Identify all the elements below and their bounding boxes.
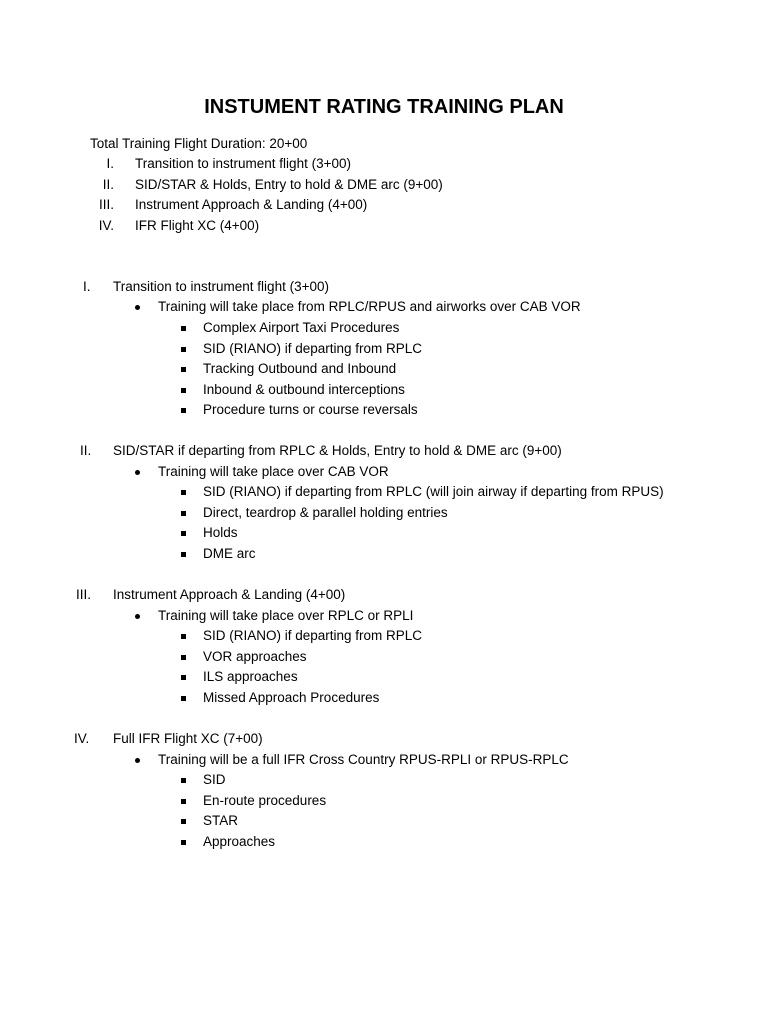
section-num: II. bbox=[80, 443, 92, 458]
section-heading: SID/STAR if departing from RPLC & Holds, Entry to hold & DME arc (9+00) bbox=[113, 443, 562, 458]
square-bullet-icon bbox=[181, 840, 186, 845]
document-title: INSTUMENT RATING TRAINING PLAN bbox=[204, 96, 564, 118]
square-bullet-icon bbox=[181, 696, 186, 701]
square-bullet-icon bbox=[181, 408, 186, 413]
section-heading: Instrument Approach & Landing (4+00) bbox=[113, 587, 346, 602]
square-bullet-icon bbox=[181, 388, 186, 393]
list-item: Missed Approach Procedures bbox=[203, 690, 380, 705]
list-item: Direct, teardrop & parallel holding entries bbox=[203, 505, 448, 520]
list-item: En-route procedures bbox=[203, 793, 327, 808]
square-bullet-icon bbox=[181, 634, 186, 639]
section-num: I. bbox=[83, 279, 91, 294]
list-item: ILS approaches bbox=[203, 669, 298, 684]
section-bullet: Training will take place from RPLC/RPUS and airworks over CAB VOR bbox=[158, 299, 581, 314]
list-item: Holds bbox=[203, 525, 238, 540]
list-item: Complex Airport Taxi Procedures bbox=[203, 320, 400, 335]
summary-num: II. bbox=[102, 177, 114, 192]
summary-item: SID/STAR & Holds, Entry to hold & DME arc (9+00) bbox=[135, 177, 443, 192]
bullet-dot-icon bbox=[135, 758, 140, 763]
square-bullet-icon bbox=[181, 367, 186, 372]
list-item: STAR bbox=[203, 813, 239, 828]
section-num: III. bbox=[76, 587, 92, 602]
section-heading: Transition to instrument flight (3+00) bbox=[113, 279, 329, 294]
section-num: IV. bbox=[74, 731, 90, 746]
square-bullet-icon bbox=[181, 347, 186, 352]
section-heading: Full IFR Flight XC (7+00) bbox=[113, 731, 263, 746]
section-bullet: Training will be a full IFR Cross Country RPUS-RPLI or RPUS-RPLC bbox=[158, 752, 569, 767]
square-bullet-icon bbox=[181, 326, 186, 331]
list-item: Inbound & outbound interceptions bbox=[203, 382, 405, 397]
summary-item: Instrument Approach & Landing (4+00) bbox=[135, 197, 368, 212]
bullet-dot-icon bbox=[135, 305, 140, 310]
total-duration: Total Training Flight Duration: 20+00 bbox=[90, 136, 308, 151]
summary-num: I. bbox=[106, 156, 114, 171]
square-bullet-icon bbox=[181, 552, 186, 557]
square-bullet-icon bbox=[181, 675, 186, 680]
list-item: SID (RIANO) if departing from RPLC bbox=[203, 341, 423, 356]
list-item: Approaches bbox=[203, 834, 276, 849]
summary-item: Transition to instrument flight (3+00) bbox=[135, 156, 351, 171]
list-item: Tracking Outbound and Inbound bbox=[203, 361, 397, 376]
square-bullet-icon bbox=[181, 655, 186, 660]
bullet-dot-icon bbox=[135, 470, 140, 475]
square-bullet-icon bbox=[181, 531, 186, 536]
square-bullet-icon bbox=[181, 799, 186, 804]
bullet-dot-icon bbox=[135, 614, 140, 619]
summary-item: IFR Flight XC (4+00) bbox=[135, 218, 260, 233]
section-bullet: Training will take place over RPLC or RPLI bbox=[158, 608, 414, 623]
list-item: VOR approaches bbox=[203, 649, 307, 664]
list-item: SID (RIANO) if departing from RPLC (will join airway if departing from RPUS) bbox=[203, 484, 664, 499]
square-bullet-icon bbox=[181, 778, 186, 783]
square-bullet-icon bbox=[181, 819, 186, 824]
summary-num: III. bbox=[98, 197, 114, 212]
list-item: SID (RIANO) if departing from RPLC bbox=[203, 628, 423, 643]
list-item: SID bbox=[203, 772, 226, 787]
square-bullet-icon bbox=[181, 511, 186, 516]
list-item: DME arc bbox=[203, 546, 256, 561]
square-bullet-icon bbox=[181, 490, 186, 495]
summary-num: IV. bbox=[98, 218, 114, 233]
section-bullet: Training will take place over CAB VOR bbox=[158, 464, 389, 479]
list-item: Procedure turns or course reversals bbox=[203, 402, 418, 417]
